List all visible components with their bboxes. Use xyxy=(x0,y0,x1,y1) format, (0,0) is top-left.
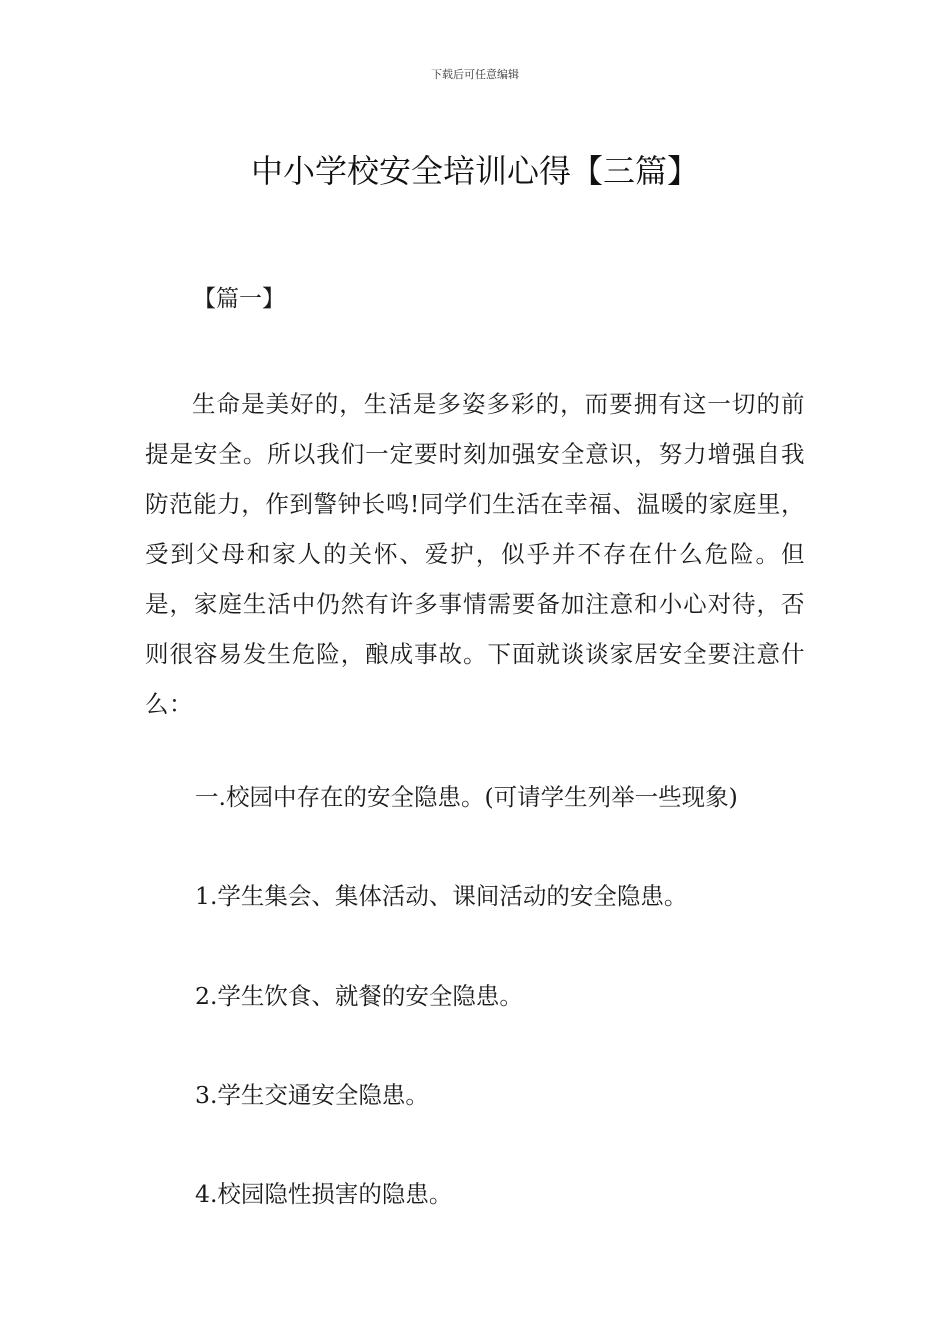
list-line-item-3: 3.学生交通安全隐患。 xyxy=(195,1081,429,1109)
list-line-item-1: 1.学生集会、集体活动、课间活动的安全隐患。 xyxy=(195,882,688,910)
document-title: 中小学校安全培训心得【三篇】 xyxy=(250,152,699,191)
list-line-item-4: 4.校园隐性损害的隐患。 xyxy=(195,1180,453,1208)
list-line-item-2: 2.学生饮食、就餐的安全隐患。 xyxy=(195,982,523,1010)
header-note: 下载后可任意编辑 xyxy=(431,68,519,81)
section-label: 【篇一】 xyxy=(193,286,285,312)
list-line-section-one: 一.校园中存在的安全隐患。(可请学生列举一些现象) xyxy=(195,783,738,811)
body-paragraph: 生命是美好的，生活是多姿多彩的，而要拥有这一切的前提是安全。所以我们一定要时刻加强安全意识，努力增强自我防范能力，作到警钟长鸣!同学们生活在幸福、温暖的家庭里，受到父母和家人的关怀、爱护，似乎并不存在什么危险。但是，家庭生活中仍然有许多事情需要备加注意和小心对待，否则很容易发生危险，酿成事故。下面就谈谈家居安全要注意什么： xyxy=(145,390,805,718)
